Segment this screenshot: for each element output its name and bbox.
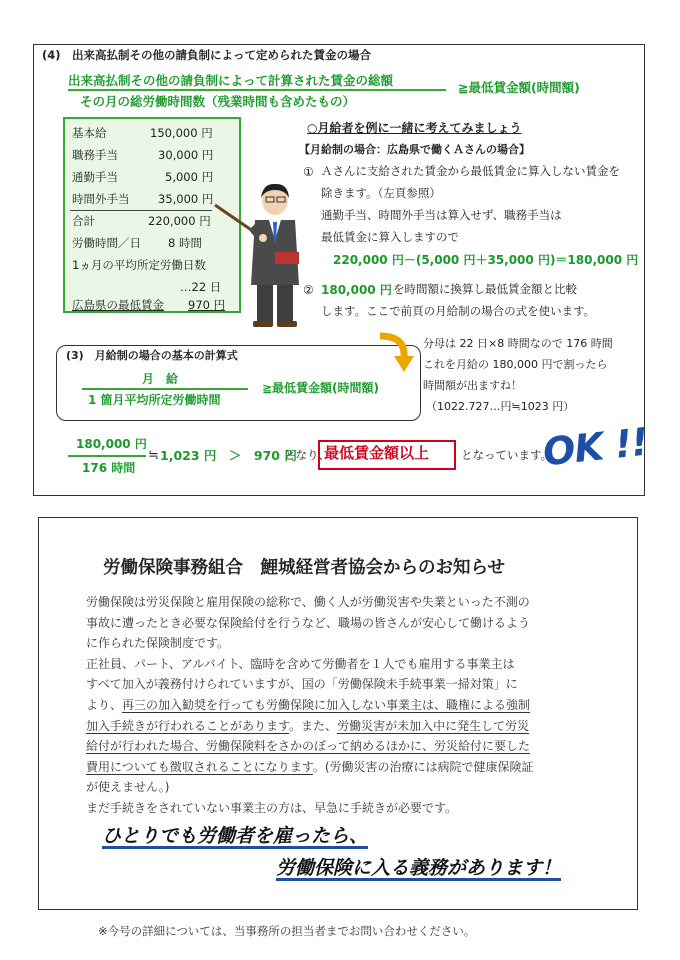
row-value: 30,000 円 bbox=[158, 148, 214, 162]
result-tail: となっています。 bbox=[461, 448, 553, 462]
emphasis-line-1: ひとりでも労働者を雇ったら、 bbox=[102, 825, 369, 847]
notice-title: 労働保険事務組合 鯉城経営者協会からのお知らせ bbox=[103, 558, 505, 578]
row-value: 5,000 円 bbox=[165, 170, 214, 184]
example-subtitle: 【月給制の場合：広島県で働くＡさんの場合】 bbox=[299, 143, 530, 156]
row-label: 基本給 bbox=[72, 126, 107, 140]
paragraph-fragment: 。(労働災害の治療には病院で健康保険証 bbox=[312, 759, 534, 774]
result-denominator: 176 時間 bbox=[82, 461, 136, 475]
paragraph-line: 正社員、パート、アルバイト、臨時を含めて労働者を１人でも雇用する事業主は bbox=[86, 656, 515, 671]
step1-text: 通勤手当、時間外手当は算入せず、職務手当は bbox=[321, 208, 562, 222]
underlined-text: 再三の加入勧奨を行っても労働保険に加入しない事業主は、職権による強制 bbox=[122, 697, 531, 712]
row-value: 150,000 円 bbox=[150, 126, 213, 140]
row-value: 35,000 円 bbox=[158, 192, 214, 206]
fraction-line bbox=[82, 388, 248, 390]
step2-text: を時間額に換算し最低賃金額と比較 bbox=[393, 282, 577, 296]
paragraph-line: まだ手続きをされていない事業主の方は、早急に手続きが必要です。 bbox=[86, 800, 458, 815]
paragraph-line: 労働保険は労災保険と雇用保険の総称で、働く人が労働災害や失業といった不測の bbox=[86, 595, 530, 609]
paragraph-line: に作られた保険制度です。 bbox=[86, 636, 230, 651]
paragraph-line: が使えません。) bbox=[86, 780, 170, 795]
paragraph-fragment: より、 bbox=[86, 697, 123, 712]
paragraph-line: すべて加入が義務付けられていますが、国の「労働保険未手続事業一掃対策」に bbox=[86, 677, 518, 692]
formula-denominator: その月の総労働時間数（残業時間も含めたもの） bbox=[80, 94, 356, 109]
step1-text: 除きます。（左頁参照） bbox=[321, 186, 441, 200]
row-label: 合計 bbox=[72, 214, 95, 228]
row-label: 通勤手当 bbox=[72, 170, 118, 184]
row-label: 職務手当 bbox=[72, 148, 118, 162]
example-title: ○月給者を例に一緒に考えてみましょう bbox=[307, 121, 522, 135]
approx-sign: ≒ bbox=[148, 448, 159, 463]
footer-note: ※今号の詳細については、当事務所の担当者までお問い合わせください。 bbox=[98, 924, 476, 938]
section3-denominator: 1 箇月平均所定労働時間 bbox=[88, 393, 221, 407]
step1-text: 最低賃金に算入しますので bbox=[321, 230, 459, 244]
underlined-text: 加入手続きが行われることがあります bbox=[86, 718, 290, 733]
row-label: 時間外手当 bbox=[72, 192, 130, 206]
row-label: 広島県の最低賃金 bbox=[72, 298, 164, 312]
highlight-text: 最低賃金額以上 bbox=[324, 444, 430, 462]
note-line: 分母は 22 日×8 時間なので 176 時間 bbox=[423, 337, 613, 350]
note-line: （1022.727…円≒1023 円） bbox=[426, 400, 575, 413]
result-comparison: 1,023 円 ＞ 970 円 bbox=[160, 448, 297, 463]
row-value: 970 円 bbox=[188, 298, 226, 312]
row-label: 1ヵ月の平均所定労働日数 bbox=[72, 258, 206, 272]
section3-numerator: 月 給 bbox=[142, 372, 179, 386]
result-numerator: 180,000 円 bbox=[76, 437, 147, 451]
step1-number: ① bbox=[303, 165, 314, 179]
underlined-text: 費用についても徴収されることになります bbox=[86, 759, 313, 774]
formula-numerator: 出来高払制その他の請負制によって計算された賃金の総額 bbox=[68, 73, 446, 91]
fraction-line bbox=[68, 455, 146, 457]
ok-stamp: OK !! bbox=[540, 419, 650, 475]
row-value: …22 日 bbox=[180, 280, 222, 294]
step2-amount: 180,000 円 bbox=[321, 283, 392, 297]
underlined-text: 給付が行われた場合、労働保険料をさかのぼって納めるほかに、労災給付に要した bbox=[86, 739, 531, 754]
paragraph-fragment: 。また、 bbox=[289, 718, 338, 733]
step1-calculation: 220,000 円－(5,000 円＋35,000 円)＝180,000 円 bbox=[333, 253, 639, 267]
row-value: 8 時間 bbox=[168, 236, 202, 250]
section4-heading: (4) 出来高払制その他の請負制によって定められた賃金の場合 bbox=[42, 48, 372, 62]
divider bbox=[70, 210, 212, 211]
underlined-text: 労働災害が未加入中に発生して労災 bbox=[337, 718, 530, 733]
teacher-illustration bbox=[205, 180, 315, 330]
formula-compare: ≧最低賃金額(時間額) bbox=[458, 80, 580, 95]
section3-heading: (3) 月給制の場合の基本の計算式 bbox=[66, 349, 238, 362]
paragraph-line: 事故に遭ったとき必要な保険給付を行うなど、職場の皆さんが安心して働けるよう bbox=[86, 615, 531, 630]
note-line: 時間額が出ますね！ bbox=[423, 379, 522, 392]
step2-text: します。ここで前頁の月給制の場合の式を使います。 bbox=[321, 304, 596, 318]
section3-compare: ≧最低賃金額(時間額) bbox=[262, 381, 380, 395]
step2-number: ② bbox=[303, 283, 314, 297]
step1-text: Ａさんに支給された賃金から最低賃金に算入しない賃金を bbox=[321, 164, 620, 178]
curved-arrow-icon bbox=[366, 330, 416, 376]
emphasis-line-2: 労働保険に入る義務があります！ bbox=[276, 857, 562, 879]
notice-body bbox=[86, 592, 626, 819]
note-line: これを月給の 180,000 円で割ったら bbox=[423, 358, 608, 371]
result-mid: となり、 bbox=[284, 448, 330, 462]
row-label: 労働時間／日 bbox=[72, 236, 141, 250]
row-value: 220,000 円 bbox=[148, 214, 211, 228]
